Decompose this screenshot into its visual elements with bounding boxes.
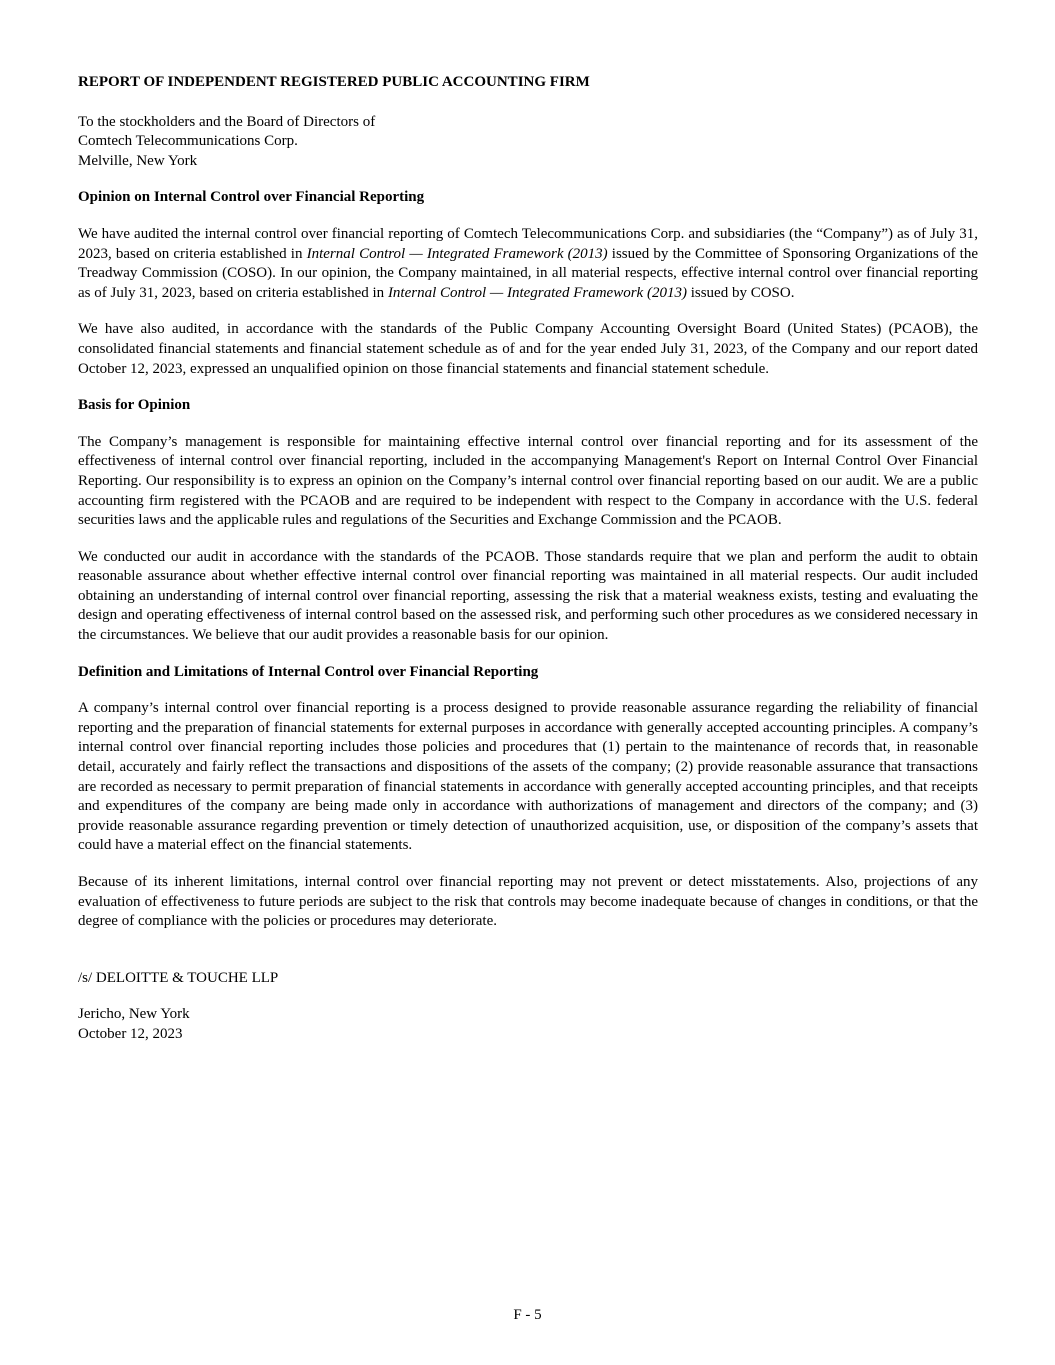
addressee-line: Melville, New York: [78, 152, 198, 169]
addressee-block: [78, 113, 978, 172]
opinion-heading: Opinion on Internal Control over Financial Reporting: [78, 189, 425, 206]
opinion-paragraph-2: We have also audited, in accordance with the standards of the Public Company Accounting Oversight Board (United States) (PCAOB), the consolidated financial statements and financial statement schedule as of and for the year ended July 31, 2023, of the Company and our report dated October 12, 2023, expressed an unqualified opinion on those financial statements and financial statement schedule.: [78, 321, 978, 377]
addressee-line: Comtech Telecommunications Corp.: [78, 133, 298, 150]
addressee-line: To the stockholders and the Board of Directors of: [78, 113, 376, 130]
page-number: F - 5: [513, 1307, 542, 1323]
signature-location: Jericho, New York: [78, 1006, 190, 1023]
signature-location-block: [78, 1005, 978, 1044]
opinion-text-c: issued by the Committee of Sponsoring Organizations of the Treadway Commission (COSO). In our opinion, the Company maintained, in all material respects, effective internal control over financial reporting as of July 31, 2023, based on criteria established in: [78, 245, 979, 301]
definition-heading: Definition and Limitations of Internal Control over Financial Reporting: [78, 663, 539, 680]
basis-paragraph-1: The Company’s management is responsible for maintaining effective internal control over financial reporting and for its assessment of the effectiveness of internal control over financial reporting, included in the accompanying Management's Report on Internal Control Over Financial Reporting. Our responsibility is to express an opinion on the Company’s internal control over financial reporting based on our audit. We are a public accounting firm registered with the PCAOB and are required to be independent with respect to the Company in accordance with the U.S. federal securities laws and the applicable rules and regulations of the Securities and Exchange Commission and the PCAOB.: [78, 433, 978, 529]
definition-paragraph-2: Because of its inherent limitations, internal control over financial reporting may not prevent or detect misstatements. Also, projections of any evaluation of effectiveness to future periods are subject to the risk that controls may become inadequate because of changes in conditions, or that the degree of compliance with the policies or procedures may deteriorate.: [78, 874, 978, 930]
opinion-paragraph-1: [78, 225, 978, 303]
auditor-signature: /s/ DELOITTE & TOUCHE LLP: [78, 969, 279, 986]
opinion-text-e: issued by COSO.: [686, 284, 795, 301]
opinion-text-a: We have audited the internal control over financial reporting of Comtech Telecommunications Corp. and subsidiaries (the “Company”) as of July 31, 2023, based on criteria established in: [78, 225, 978, 262]
signature-date: October 12, 2023: [78, 1025, 183, 1042]
report-title: REPORT OF INDEPENDENT REGISTERED PUBLIC ACCOUNTING FIRM: [78, 74, 590, 90]
basis-heading: Basis for Opinion: [78, 397, 191, 414]
framework-reference: Internal Control — Integrated Framework (2013): [387, 284, 687, 301]
basis-paragraph-2: We conducted our audit in accordance with the standards of the PCAOB. Those standards require that we plan and perform the audit to obtain reasonable assurance about whether effective internal control over financial reporting was maintained in all material respects. Our audit included obtaining an understanding of internal control over financial reporting, assessing the risk that a material weakness exists, testing and evaluating the design and operating effectiveness of internal control based on the assessed risk, and performing such other procedures as we considered necessary in the circumstances. We believe that our audit provides a reasonable basis for our opinion.: [78, 548, 978, 644]
definition-paragraph-1: A company’s internal control over financial reporting is a process designed to provide reasonable assurance regarding the reliability of financial reporting and the preparation of financial statements for external purposes in accordance with generally accepted accounting principles. A company’s internal control over financial reporting includes those policies and procedures that (1) pertain to the maintenance of records that, in reasonable detail, accurately and fairly reflect the transactions and dispositions of the assets of the company; (2) provide reasonable assurance that transactions are recorded as necessary to permit preparation of financial statements in accordance with generally accepted accounting principles, and that receipts and expenditures of the company are being made only in accordance with authorizations of management and directors of the company; and (3) provide reasonable assurance regarding prevention or timely detection of unauthorized acquisition, use, or disposition of the company’s assets that could have a material effect on the financial statements.: [78, 700, 978, 854]
report-page: [78, 73, 978, 1045]
framework-reference: Internal Control — Integrated Framework (2013): [306, 245, 608, 262]
